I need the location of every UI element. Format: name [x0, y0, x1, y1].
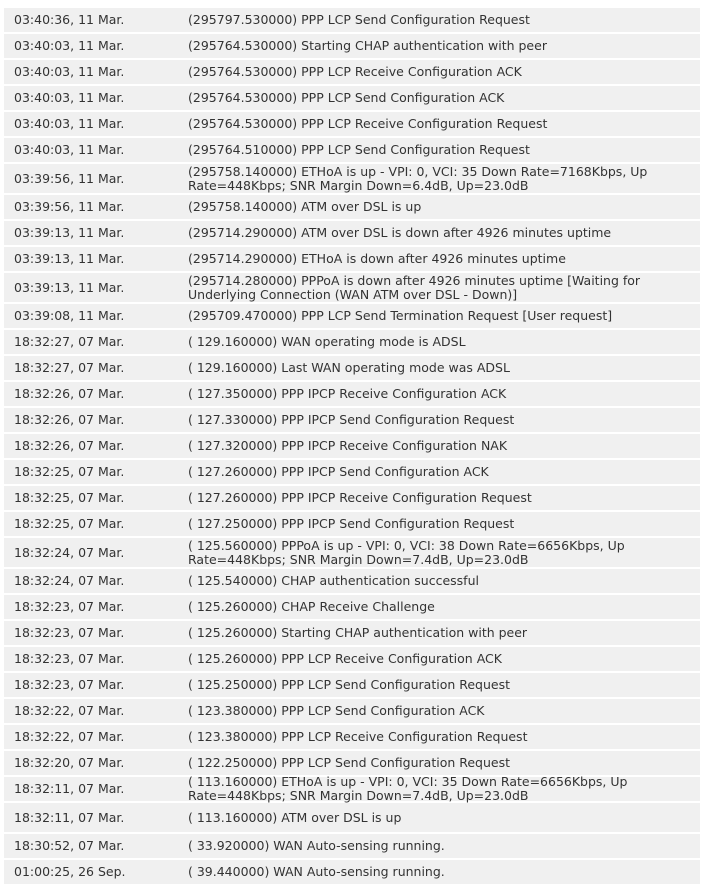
log-timestamp: 18:32:26, 07 Mar.: [14, 412, 125, 427]
log-timestamp: 03:39:13, 11 Mar.: [14, 279, 125, 295]
log-row: [4, 699, 700, 723]
log-message: (295764.530000) Starting CHAP authentication with peer: [188, 38, 547, 53]
log-row: [4, 8, 700, 32]
log-timestamp: 18:32:26, 07 Mar.: [14, 438, 125, 453]
log-message: (295758.140000) ATM over DSL is up: [188, 199, 422, 214]
log-row: [4, 195, 700, 219]
log-row: [4, 247, 700, 271]
log-timestamp: 18:32:23, 07 Mar.: [14, 599, 125, 614]
event-log-rows: [4, 8, 700, 884]
log-message: ( 123.380000) PPP LCP Send Configuration ACK: [188, 703, 485, 718]
log-timestamp: 18:32:20, 07 Mar.: [14, 755, 125, 770]
log-timestamp: 18:32:23, 07 Mar.: [14, 651, 125, 666]
log-row: [4, 834, 700, 858]
log-message: (295764.510000) PPP LCP Send Configuration Request: [188, 142, 530, 157]
log-row: [4, 221, 700, 245]
log-message: ( 122.250000) PPP LCP Send Configuration Request: [188, 755, 511, 770]
log-message: ( 129.160000) WAN operating mode is ADSL: [188, 334, 466, 349]
log-timestamp: 18:32:11, 07 Mar.: [14, 809, 125, 825]
log-message: ( 125.260000) CHAP Receive Challenge: [188, 599, 435, 614]
log-row: [4, 774, 700, 803]
log-message: ( 125.260000) Starting CHAP authentication with peer: [188, 625, 528, 640]
log-timestamp: 03:40:36, 11 Mar.: [14, 12, 125, 27]
log-message: ( 127.330000) PPP IPCP Send Configuration Request: [188, 412, 515, 427]
log-row: [4, 34, 700, 58]
log-timestamp: 03:39:56, 11 Mar.: [14, 199, 125, 214]
log-row: [4, 112, 700, 136]
log-message: (295714.290000) ETHoA is down after 4926 minutes uptime: [188, 251, 566, 266]
log-row: [4, 138, 700, 162]
log-message: ( 123.380000) PPP LCP Receive Configuration Request: [188, 729, 528, 744]
log-row: [4, 434, 700, 458]
log-message: ( 127.320000) PPP IPCP Receive Configuration NAK: [188, 438, 508, 453]
log-row: [4, 382, 700, 406]
log-timestamp: 18:32:27, 07 Mar.: [14, 334, 125, 349]
log-message: (295714.280000) PPPoA is down after 4926 minutes uptime [Waiting for Underlying Connection (WAN ATM over DSL - Down)]: [188, 272, 641, 302]
log-row: [4, 273, 700, 302]
log-row: [4, 569, 700, 593]
log-message: (295764.530000) PPP LCP Receive Configuration ACK: [188, 64, 522, 79]
log-row: [4, 486, 700, 510]
log-row: [4, 356, 700, 380]
log-row: [4, 512, 700, 536]
log-message: ( 125.540000) CHAP authentication successful: [188, 573, 479, 588]
log-message: ( 125.560000) PPPoA is up - VPI: 0, VCI: 38 Down Rate=6656Kbps, Up Rate=448Kbps; SNR Margin Down=7.4dB, Up=23.0dB: [188, 537, 625, 567]
log-timestamp: 18:32:11, 07 Mar.: [14, 781, 125, 796]
log-row: [4, 538, 700, 567]
log-timestamp: 03:40:03, 11 Mar.: [14, 90, 125, 105]
log-row: [4, 647, 700, 671]
log-timestamp: 03:39:56, 11 Mar.: [14, 170, 125, 186]
log-timestamp: 18:32:26, 07 Mar.: [14, 386, 125, 401]
log-row: [4, 751, 700, 775]
log-timestamp: 01:00:25, 26 Sep.: [14, 864, 126, 879]
log-message: ( 127.260000) PPP IPCP Receive Configuration Request: [188, 490, 532, 505]
log-timestamp: 18:32:25, 07 Mar.: [14, 490, 125, 505]
log-message: ( 125.260000) PPP LCP Receive Configuration ACK: [188, 651, 502, 666]
log-row: [4, 330, 700, 354]
log-message: (295797.530000) PPP LCP Send Configuration Request: [188, 12, 530, 27]
log-row: [4, 725, 700, 749]
log-row: [4, 803, 700, 832]
log-timestamp: 03:40:03, 11 Mar.: [14, 64, 125, 79]
log-message: ( 127.350000) PPP IPCP Receive Configuration ACK: [188, 386, 507, 401]
log-message: ( 127.250000) PPP IPCP Send Configuration Request: [188, 516, 515, 531]
log-timestamp: 18:32:22, 07 Mar.: [14, 703, 125, 718]
log-timestamp: 18:30:52, 07 Mar.: [14, 838, 125, 853]
log-message: ( 125.250000) PPP LCP Send Configuration Request: [188, 677, 511, 692]
log-timestamp: 18:32:23, 07 Mar.: [14, 625, 125, 640]
log-timestamp: 18:32:25, 07 Mar.: [14, 464, 125, 479]
log-row: [4, 304, 700, 328]
log-message: ( 129.160000) Last WAN operating mode was ADSL: [188, 360, 510, 375]
log-message: (295764.530000) PPP LCP Receive Configuration Request: [188, 116, 548, 131]
log-row: [4, 621, 700, 645]
log-row: [4, 86, 700, 110]
event-log-table: [4, 8, 700, 886]
log-timestamp: 03:40:03, 11 Mar.: [14, 116, 125, 131]
log-message: (295764.530000) PPP LCP Send Configuration ACK: [188, 90, 505, 105]
log-message: (295709.470000) PPP LCP Send Termination Request [User request]: [188, 308, 613, 323]
log-message: (295714.290000) ATM over DSL is down after 4926 minutes uptime: [188, 225, 612, 240]
log-timestamp: 18:32:24, 07 Mar.: [14, 544, 125, 560]
log-row: [4, 673, 700, 697]
log-row: [4, 408, 700, 432]
log-timestamp: 03:40:03, 11 Mar.: [14, 142, 125, 157]
log-timestamp: 03:39:13, 11 Mar.: [14, 251, 125, 266]
log-row: [4, 164, 700, 193]
log-message: ( 113.160000) ATM over DSL is up: [188, 809, 402, 825]
log-timestamp: 18:32:22, 07 Mar.: [14, 729, 125, 744]
log-timestamp: 03:39:08, 11 Mar.: [14, 308, 125, 323]
log-row: [4, 860, 700, 884]
log-row: [4, 60, 700, 84]
log-timestamp: 18:32:25, 07 Mar.: [14, 516, 125, 531]
log-row: [4, 595, 700, 619]
log-timestamp: 18:32:24, 07 Mar.: [14, 573, 125, 588]
log-message: ( 33.920000) WAN Auto-sensing running.: [188, 838, 445, 853]
log-timestamp: 03:39:13, 11 Mar.: [14, 225, 125, 240]
log-timestamp: 03:40:03, 11 Mar.: [14, 38, 125, 53]
log-row: [4, 460, 700, 484]
log-timestamp: 18:32:23, 07 Mar.: [14, 677, 125, 692]
log-message: ( 127.260000) PPP IPCP Send Configuration ACK: [188, 464, 489, 479]
log-message: (295758.140000) ETHoA is up - VPI: 0, VCI: 35 Down Rate=7168Kbps, Up Rate=448Kbps; SNR Margin Down=6.4dB, Up=23.0dB: [188, 163, 648, 193]
log-timestamp: 18:32:27, 07 Mar.: [14, 360, 125, 375]
log-message: ( 39.440000) WAN Auto-sensing running.: [188, 864, 445, 879]
log-message: ( 113.160000) ETHoA is up - VPI: 0, VCI: 35 Down Rate=6656Kbps, Up Rate=448Kbps; SNR Margin Down=7.4dB, Up=23.0dB: [188, 774, 628, 803]
